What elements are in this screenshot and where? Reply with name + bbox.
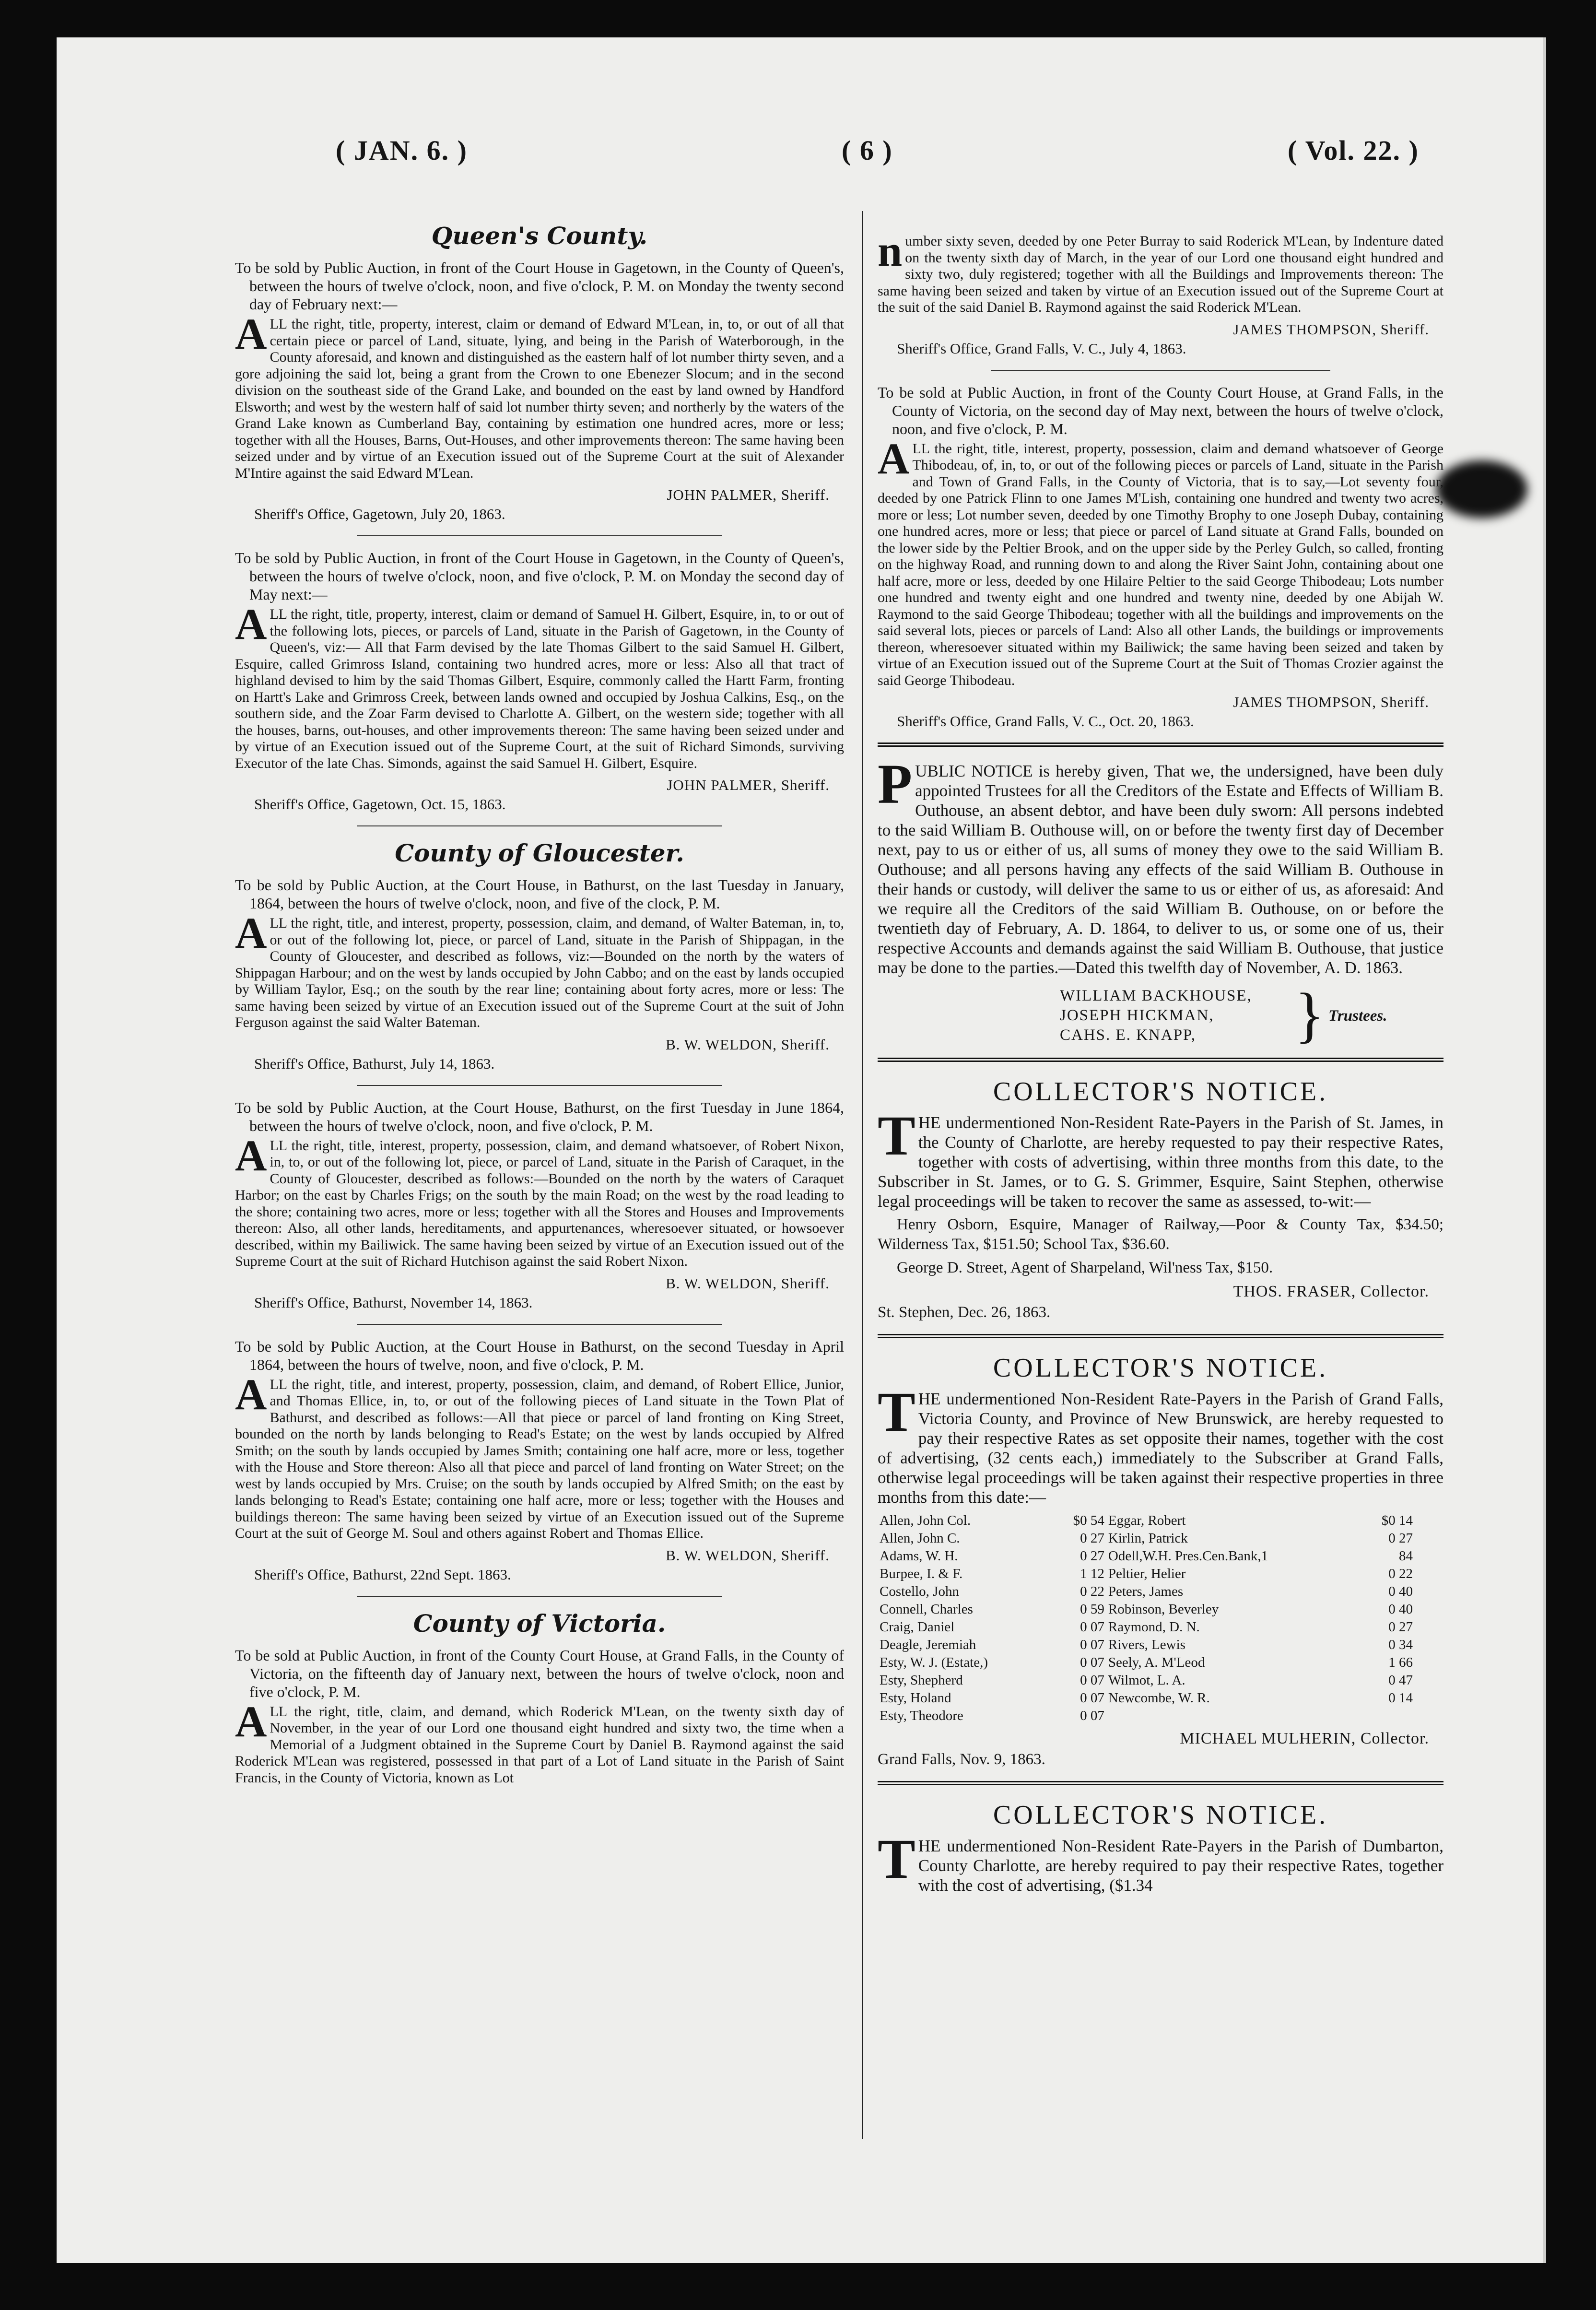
public-notice: [878, 753, 1443, 978]
payer-amount: 1 12: [1080, 1566, 1104, 1581]
payer-name: Kirlin, Patrick: [1108, 1531, 1188, 1546]
trustee-name: WILLIAM BACKHOUSE,: [1060, 987, 1252, 1004]
payer-name: Esty, Theodore: [880, 1708, 963, 1723]
table-row: [878, 1565, 1415, 1583]
table-row: [878, 1547, 1415, 1565]
payer-name: Odell,W.H. Pres.Cen.Bank,1: [1108, 1548, 1268, 1564]
divider: [357, 535, 722, 536]
divider: [991, 370, 1330, 371]
payer-amount: 0 27: [1388, 1619, 1413, 1635]
payer-amount: 0 27: [1080, 1548, 1104, 1564]
payer-amount: 0 59: [1080, 1602, 1104, 1617]
collector-notice-body: THE undermentioned Non-Resident Rate-Payers in the Parish of Dumbarton, County Charlotte, are hereby required to pay their respective Rates, together with the cost of advertising, ($1.34: [878, 1827, 1443, 1895]
payer-name: [1106, 1707, 1360, 1725]
continued-notice-body: number sixty seven, deeded by one Peter Burray to said Roderick M'Lean, by Indenture dated on the twenty sixth day of March, in the year of our Lord one thousand eight hundred and sixty two, duly registered; together with all the Buildings and Improvements thereon: The same having been seized and taken by virtue of an Execution issued out of the Supreme Court at the suit of the said Daniel B. Raymond against the said Roderick M'Lean.: [878, 226, 1443, 315]
sheriff-office-date: Sheriff's Office, Bathurst, 22nd Sept. 1863.: [254, 1566, 511, 1583]
divider: [357, 1085, 722, 1086]
payer-amount: 1 66: [1388, 1655, 1413, 1670]
payer-amount: $0 54: [1073, 1513, 1104, 1528]
table-row: [878, 1672, 1415, 1689]
sheriff-office-date: Sheriff's Office, Gagetown, July 20, 1863.: [254, 506, 505, 522]
payer-amount: 0 40: [1388, 1584, 1413, 1599]
payer-amount: 0 22: [1080, 1584, 1104, 1599]
payer-name: Craig, Daniel: [880, 1619, 955, 1635]
payer-name: Peltier, Helier: [1108, 1566, 1186, 1581]
queens-county-heading: Queen's County.: [431, 222, 648, 250]
divider: [357, 825, 722, 826]
payer-name: Esty, Holand: [880, 1690, 951, 1706]
notice-intro: To be sold by Public Auction, at the Court House, Bathurst, on the first Tuesday in June 1864, between the hours of twelve o'clock, noon, and five o'clock, P. M.: [235, 1098, 844, 1134]
collector-notice-title: COLLECTOR'S NOTICE.: [993, 1800, 1328, 1830]
payer-amount: 0 47: [1388, 1673, 1413, 1688]
sheriff-signature: JOHN PALMER, Sheriff.: [667, 777, 830, 793]
payer-amount: 0 14: [1388, 1690, 1413, 1706]
gloucester-county-heading: County of Gloucester.: [395, 839, 684, 867]
payer-name: Esty, W. J. (Estate,): [880, 1655, 988, 1670]
payer-name: Adams, W. H.: [880, 1548, 958, 1564]
sheriff-signature: JAMES THOMPSON, Sheriff.: [1233, 320, 1429, 338]
payer-name: Eggar, Robert: [1108, 1513, 1186, 1528]
payer-name: Robinson, Beverley: [1108, 1602, 1219, 1617]
sheriff-signature: JOHN PALMER, Sheriff.: [667, 486, 830, 503]
divider: [357, 1324, 722, 1325]
payer-amount: 0 07: [1080, 1619, 1104, 1635]
notice-body: ALL the right, title, interest, property, possession, claim and demand whatsoever of George Thibodeau, of, in, to, or out of the following pieces or parcels of Land, situate in the Parish and Town of Grand Falls, in the County of Victoria, that is to say,—Lot seventy four, deeded by one Patrick Flinn to one James M'Lish, containing one hundred and twenty two acres, more or less; Lot number seven, deeded by one Timothy Brophy to one Joseph Dubay, containing one hundred acres, more or less; that piece or parcel of Land situate at Grand Falls, bounded on the lower side by the Peltier Brook, and on the upper side by the Perley Gulch, so called, fronting on the highway Road, and running down to and along the River Saint John, containing about one half acre, more or less, deeded by one Hilaire Peltier to the said George Thibodeau; Lots number one hundred and twenty eight and one hundred and twenty nine, deeded by one Abijah W. Raymond to the said George Thibodeau; together with all the buildings and improvements on the said several lots, pieces or parcels of Land: Also all other Lands, the buildings or improvements thereon, wheresoever situated within my Bailiwick; the same having been seized and taken by virtue of an Execution issued out of the Supreme Court at the Suit of Thomas Crozier against the said George Thibodeau.: [878, 434, 1443, 688]
collector-notice-body: THE undermentioned Non-Resident Rate-Payers in the Parish of St. James, in the County of Charlotte, are hereby requested to pay their respective Rates, together with costs of advertising, within three months from this date, to the Subscriber in St. James, or to G. S. Grimmer, Esquire, Saint Stephen, otherwise legal proceedings will be taken to recover the same as assessed, to-wit:—: [878, 1104, 1443, 1211]
notice-intro: To be sold at Public Auction, in front of the County Court House, at Grand Falls, in the County of Victoria, on the second day of May next, between the hours of twelve o'clock, noon, and five o'clock, P. M.: [878, 383, 1443, 437]
notice-intro: To be sold by Public Auction, in front of the Court House in Gagetown, in the County of Queen's, between the hours of twelve o'clock, noon, and five o'clock, P. M. on Monday the second day of May next:—: [235, 549, 844, 603]
payer-name: Burpee, I. & F.: [880, 1566, 963, 1581]
payer-name: Connell, Charles: [880, 1602, 973, 1617]
notice-body: ALL the right, title, interest, property, possession, claim, and demand whatsoever, of Robert Nixon, in, to, or out of the following lot, piece, or parcel of Land, situate in the Parish of Caraquet, in the County of Gloucester, described as follows:—Bounded on the north by the waters of Caraquet Harbor; on the east by Charles Frigs; on the south by the main Road; on the west by the road leading to the shore; containing two acres, more or less; together with all the Stores and Houses and Improvements thereon: Also, all other lands, hereditaments, and appurtenances, wheresoever situated, or howsoever described, within my Bailiwick. The same having been seized by virtue of an Execution issued out of the Supreme Court at the suit of Richard Hutchison against the said Robert Nixon.: [235, 1131, 844, 1269]
payer-name: Allen, John Col.: [880, 1513, 971, 1528]
trustee-name: JOSEPH HICKMAN,: [1060, 1007, 1214, 1024]
collector-notice-title: COLLECTOR'S NOTICE.: [993, 1077, 1328, 1107]
sheriff-office-date: Sheriff's Office, Bathurst, July 14, 1863.: [254, 1055, 495, 1072]
sheriff-signature: JAMES THOMPSON, Sheriff.: [1233, 694, 1429, 710]
sheriff-office-date: Sheriff's Office, Grand Falls, V. C., July 4, 1863.: [897, 340, 1186, 357]
payer-name: Allen, John C.: [880, 1531, 960, 1546]
table-row: [878, 1654, 1415, 1672]
payer-name: Deagle, Jeremiah: [880, 1637, 976, 1652]
trustees-block: [1060, 981, 1443, 1049]
payer-amount: 0 27: [1080, 1531, 1104, 1546]
ink-smudge: [1436, 460, 1527, 518]
notice-body: ALL the right, title, property, interest, claim or demand of Edward M'Lean, in, to, or out of all that certain piece or parcel of Land, situate, lying, and being in the Parish of Waterborough, in the County aforesaid, and known and distinguished as the eastern half of lot number thirty seven, and a gore adjoining the said lot, being a grant from the Crown to one Ebenezer Slocum; and in the second division on the southeast side of the Grand Lake, and bounded on the east by land owned by Handford Elsworth; and west by the western half of said lot number thirty seven; and northerly by the waters of the Grand Lake known as Cumberland Bay, containing by estimation one hundred acres, more or less; together with all the Houses, Barns, Out-Houses, and other improvements thereon: The same having been seized under and by virtue of an Execution issued out of the Supreme Court at the suit of Alexander M'Intire against the said Edward M'Lean.: [235, 309, 844, 481]
sheriff-office-date: Sheriff's Office, Gagetown, Oct. 15, 1863.: [254, 796, 506, 813]
collector-date: St. Stephen, Dec. 26, 1863.: [878, 1304, 1051, 1321]
table-row: [878, 1618, 1415, 1636]
payer-name: Seely, A. M'Leod: [1108, 1655, 1205, 1670]
payer-amount: 0 40: [1388, 1602, 1413, 1617]
column-divider: [862, 211, 863, 2139]
right-column: [878, 211, 1443, 1895]
sheriff-signature: B. W. WELDON, Sheriff.: [665, 1036, 830, 1053]
table-row: [878, 1512, 1415, 1530]
payer-amount: 0 07: [1080, 1690, 1104, 1706]
divider: [357, 1596, 722, 1597]
payer-amount: 0 34: [1388, 1637, 1413, 1652]
notice-intro: To be sold by Public Auction, in front of the Court House in Gagetown, in the County of Queen's, between the hours of twelve o'clock, noon, and five o'clock, P. M. on Monday the twenty second day of February next:—: [235, 259, 844, 313]
collector-signature: MICHAEL MULHERIN, Collector.: [1180, 1730, 1429, 1747]
section-rule: [878, 1781, 1443, 1785]
payer-amount: 0 27: [1388, 1531, 1413, 1546]
payer-amount: 0 07: [1080, 1708, 1104, 1723]
collector-signature: THOS. FRASER, Collector.: [1233, 1283, 1429, 1300]
payer-amount: 0 07: [1080, 1655, 1104, 1670]
brace-glyph: }: [1295, 981, 1326, 1049]
section-rule: [878, 1058, 1443, 1062]
notice-body: ALL the right, title, claim, and demand, which Roderick M'Lean, on the twenty sixth day of November, in the year of our Lord one thousand eight hundred and sixty two, the time when a Memorial of a Judgment obtained in the Supreme Court by Daniel B. Raymond against the said Roderick M'Lean was registered, possessed in that part of a Lot of Land situate in the Parish of Saint Francis, in the County of Victoria, known as Lot: [235, 1697, 844, 1786]
collector-date: Grand Falls, Nov. 9, 1863.: [878, 1751, 1045, 1768]
payer-name: Esty, Shepherd: [880, 1673, 963, 1688]
payer-amount: 0 07: [1080, 1637, 1104, 1652]
notice-intro: To be sold by Public Auction, at the Court House, in Bathurst, on the last Tuesday in January, 1864, between the hours of twelve o'clock, noon, and five of the clock, P. M.: [235, 876, 844, 912]
header-date: ( JAN. 6. ): [336, 135, 468, 166]
payer-amount: [1360, 1707, 1415, 1725]
payer-name: Peters, James: [1108, 1584, 1184, 1599]
collector-notice-title: COLLECTOR'S NOTICE.: [993, 1353, 1328, 1383]
payer-name: Rivers, Lewis: [1108, 1637, 1185, 1652]
section-rule: [878, 742, 1443, 747]
trustee-name: CAHS. E. KNAPP,: [1060, 1026, 1196, 1044]
notice-intro: To be sold at Public Auction, in front of the County Court House, at Grand Falls, in the County of Victoria, on the fifteenth day of January next, between the hours of twelve o'clock, noon and five o'clock, P. M.: [235, 1646, 844, 1700]
sheriff-signature: B. W. WELDON, Sheriff.: [665, 1546, 830, 1564]
public-notice-body: PUBLIC NOTICE is hereby given, That we, the undersigned, have been duly appointed Trustees for all the Creditors of the Estate and Effects of William B. Outhouse, an absent debtor, and have been duly sworn: All persons indebted to the said William B. Outhouse will, on or before the twenty first day of December next, pay to us or either of us, all sums of money they owe to the said William B. Outhouse; and all persons having any effects of the said William B. Outhouse in their hands or custody, will deliver the same to us or either of us, as aforesaid: And we require all the Creditors of the said William B. Outhouse, on or before the twentieth day of February, A. D. 1864, to deliver to us, or some one of us, their respective Accounts and demands against the said William B. Outhouse, that justice may be done to the parties.—Dated this twelfth day of November, A. D. 1863.: [878, 753, 1443, 977]
table-row: [878, 1530, 1415, 1547]
sheriff-signature: B. W. WELDON, Sheriff.: [665, 1274, 830, 1292]
payer-amount: 0 07: [1080, 1673, 1104, 1688]
table-row: [878, 1707, 1415, 1725]
payer-name: Raymond, D. N.: [1108, 1619, 1200, 1635]
collector-notice-body: THE undermentioned Non-Resident Rate-Payers in the Parish of Grand Falls, Victoria County, and Province of New Brunswick, are hereby requested to pay their respective Rates as set opposite their names, together with the cost of advertising, (32 cents each,) immediately to the Subscriber at Grand Falls, otherwise legal proceedings will be taken against their respective properties in three months from this date:—: [878, 1380, 1443, 1507]
table-row: [878, 1601, 1415, 1618]
rate-line: Henry Osborn, Esquire, Manager of Railway,—Poor & County Tax, $34.50; Wilderness Tax, $151.50; School Tax, $36.60.: [878, 1216, 1443, 1253]
victoria-county-heading: County of Victoria.: [413, 1609, 666, 1638]
sheriff-office-date: Sheriff's Office, Grand Falls, V. C., Oct. 20, 1863.: [897, 713, 1194, 730]
payer-amount: 0 22: [1388, 1566, 1413, 1581]
table-row: [878, 1689, 1415, 1707]
payer-amount: $0 14: [1381, 1513, 1413, 1528]
notice-body: ALL the right, title, property, interest, claim or demand of Samuel H. Gilbert, Esquire, in, to or out of the following lots, pieces, or parcels of Land, situate in the Parish of Gagetown, in the County of Queen's, viz:— All that Farm devised by the late Thomas Gilbert to the said Samuel H. Gilbert, Esquire, called Grimross Island, containing two hundred acres, more or less: Also all that tract of highland devised to him by the said Thomas Gilbert, Esquire, commonly called the Hartt Farm, fronting on Hartt's Lake and Grimross Creek, between lands owned and occupied by Joshua Calkins, Esq., on the southern side, and the Zoar Farm devised to Charlotte A. Gilbert, on the western side; together with all the houses, barns, out-houses, and other improvements thereon: The same having been seized under and by virtue of an Execution issued out of the Supreme Court, at the suit of Richard Simonds, surviving Executor of the late Chas. Simonds, against the said Samuel H. Gilbert, Esquire.: [235, 600, 844, 771]
rate-payers-table: [878, 1512, 1415, 1725]
header-page-number: ( 6 ): [842, 135, 893, 166]
notice-body: ALL the right, title, and interest, property, possession, claim, and demand, of Walter Bateman, in, to, or out of the following lot, piece, or parcel of Land, situate in the Parish of Shippagan, in the County of Gloucester, and described as follows, viz:—Bounded on the north by the waters of Shippagan Harbour; and on the west by lands occupied by John Cabbo; and on the east by lands occupied by William Taylor, Esq.; on the south by the rear line; containing about forty acres, more or less: The same having been seized by virtue of an Execution issued out of the Supreme Court at the suit of John Ferguson against the said Walter Bateman.: [235, 908, 844, 1030]
table-row: [878, 1583, 1415, 1601]
sheriff-office-date: Sheriff's Office, Bathurst, November 14, 1863.: [254, 1294, 533, 1311]
payer-name: Wilmot, L. A.: [1108, 1673, 1185, 1688]
payer-name: Newcombe, W. R.: [1108, 1690, 1210, 1706]
header-volume: ( Vol. 22. ): [1288, 135, 1419, 166]
table-row: [878, 1636, 1415, 1654]
rate-line: George D. Street, Agent of Sharpeland, Wil'ness Tax, $150.: [897, 1259, 1273, 1276]
notice-body: ALL the right, title, and interest, property, possession, claim, and demand, of Robert Ellice, Junior, and Thomas Ellice, in, to, or out of the following pieces of Land situate in the Town Plat of Bathurst, and described as follows:—All that piece or parcel of land fronting on King Street, bounded on the north by lands belonging to Read's Estate; on the west by lands occupied by Alfred Smith; on the south by lands occupied by James Smith; containing one half acre, more or less, together with the House and Store thereon: Also all that piece and parcel of land fronting on Water Street; on the west by lands occupied by Mrs. Cruise; on the south by lands occupied by Alfred Smith; on the east by lands belonging to Read's Estate; containing one half acre, more or less; together with the Houses and buildings thereon: The same having been seized by virtue of an Execution issued out of the Supreme Court at the suit of George M. Soul and others against Robert and Thomas Ellice.: [235, 1369, 844, 1541]
payer-amount: 84: [1399, 1548, 1413, 1564]
section-rule: [878, 1334, 1443, 1338]
trustees-label: Trustees.: [1328, 1007, 1387, 1025]
notice-intro: To be sold by Public Auction, at the Court House in Bathurst, on the second Tuesday in April 1864, between the hours of twelve, noon, and five o'clock, P. M.: [235, 1337, 844, 1373]
left-column: [235, 211, 844, 1786]
payer-name: Costello, John: [880, 1584, 959, 1599]
